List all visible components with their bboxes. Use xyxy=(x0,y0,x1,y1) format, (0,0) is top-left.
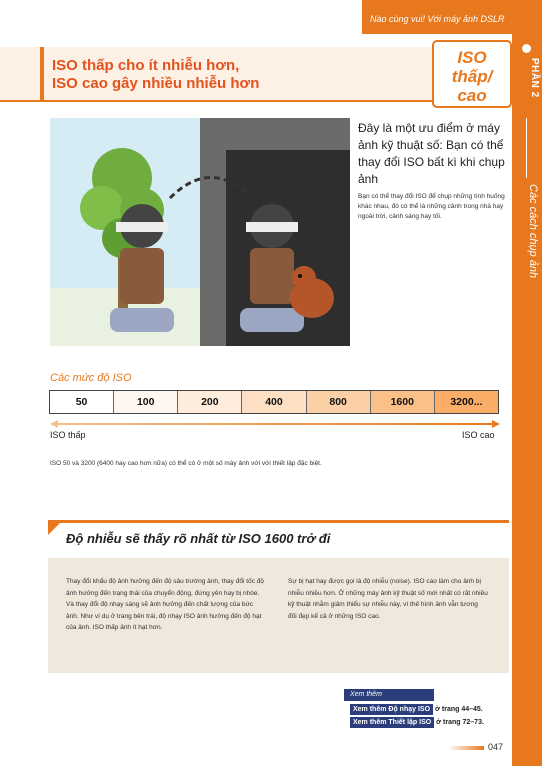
page-title-line-2: ISO cao gây nhiều nhiễu hơn xyxy=(52,75,260,92)
iso-level-cell: 200 xyxy=(178,391,242,413)
double-arrow-icon xyxy=(50,420,500,428)
iso-scale xyxy=(49,390,499,414)
side-divider xyxy=(526,118,527,178)
see-more-link[interactable]: Xem thêm Thiết lập ISO xyxy=(350,717,434,728)
see-more-link[interactable]: Xem thêm Độ nhạy ISO xyxy=(350,704,433,715)
see-more-item[interactable] xyxy=(350,704,483,715)
topic-badge-line-2: thấp/ xyxy=(451,67,493,86)
page-number: 047 xyxy=(488,742,504,752)
see-more-tag: Xem thêm xyxy=(344,689,434,701)
info-box-column-1: Thay đổi khẩu độ ảnh hưởng đến độ sâu trường ảnh, thay đổi tốc độ ảnh hưởng đến trạng thái của chuyển động, đứng yên hay bị nhòe. Và thay đổi độ nhạy sáng sẽ ảnh hưởng đến chất lượng của bức ảnh. Như ví dụ ở trang bên trái, độ nhạy ISO ảnh hưởng đến độ hạt của ảnh. ISO thấp ảnh ít hạt hơn. xyxy=(66,578,264,631)
photographer-illustration xyxy=(50,118,350,346)
iso-level-cell: 1600 xyxy=(371,391,435,413)
iso-level-cell: 50 xyxy=(50,391,114,413)
intro-body: Bạn có thể thay đổi ISO để chụp những tình huống khác nhau, đó có thể là những cảnh trong nhà hay ngoài trời, cảnh sáng hay tối. xyxy=(358,193,505,220)
topic-badge-line-1: ISO xyxy=(457,48,487,67)
running-header-band xyxy=(362,0,542,34)
corner-triangle-icon xyxy=(48,523,60,535)
see-more-pages: ở trang 72–73. xyxy=(434,719,484,726)
info-box-column-2: Sự bị hạt hay được gọi là độ nhiễu (noise). ISO cao làm cho ảnh bị nhiễu nhiều hơn. Ở những máy ảnh kỹ thuật số mới nhất có rất nhiều kỹ thuật nhằm giảm thiểu sự nhiễu này, vì thế hình ảnh vẫn tương đối đẹp kể cả ở những ISO cao. xyxy=(288,578,488,620)
topic-badge xyxy=(432,40,512,108)
part-label: PHẦN 2 xyxy=(529,58,540,98)
iso-level-cell: 400 xyxy=(242,391,306,413)
iso-levels-label: Các mức độ ISO xyxy=(50,372,132,384)
iso-level-cell: 100 xyxy=(114,391,178,413)
section-label: Các cách chụp ảnh xyxy=(527,184,539,279)
page-title-line-1: ISO thấp cho ít nhiễu hơn, xyxy=(52,57,240,74)
iso-low-label: ISO thấp xyxy=(50,430,86,440)
bullet-dot-icon xyxy=(522,44,531,53)
title-accent-bar xyxy=(40,47,44,102)
iso-note: ISO 50 và 3200 (6400 hay cao hơn nữa) có thể có ở một số máy ảnh với với thiết lập đặc biệt. xyxy=(50,460,322,467)
intro-lead: Đây là một ưu điểm ở máy ảnh kỹ thuật số: Bạn có thể thay đổi ISO bất kì khi chụp ảnh xyxy=(358,121,505,186)
iso-level-cell: 3200... xyxy=(435,391,498,413)
topic-badge-line-3: cao xyxy=(457,86,487,105)
iso-level-cell: 800 xyxy=(307,391,371,413)
footer-accent xyxy=(448,746,484,750)
title-underline xyxy=(0,100,432,102)
see-more-item[interactable] xyxy=(350,717,484,728)
info-box-title: Độ nhiễu sẽ thấy rõ nhất từ ISO 1600 trở đi xyxy=(66,531,331,546)
see-more-pages: ở trang 44–45. xyxy=(433,706,483,713)
side-band xyxy=(512,34,542,766)
page-title xyxy=(52,57,412,93)
iso-high-label: ISO cao xyxy=(462,430,495,440)
running-title: Nào cùng vui! Với máy ảnh DSLR xyxy=(370,14,505,24)
